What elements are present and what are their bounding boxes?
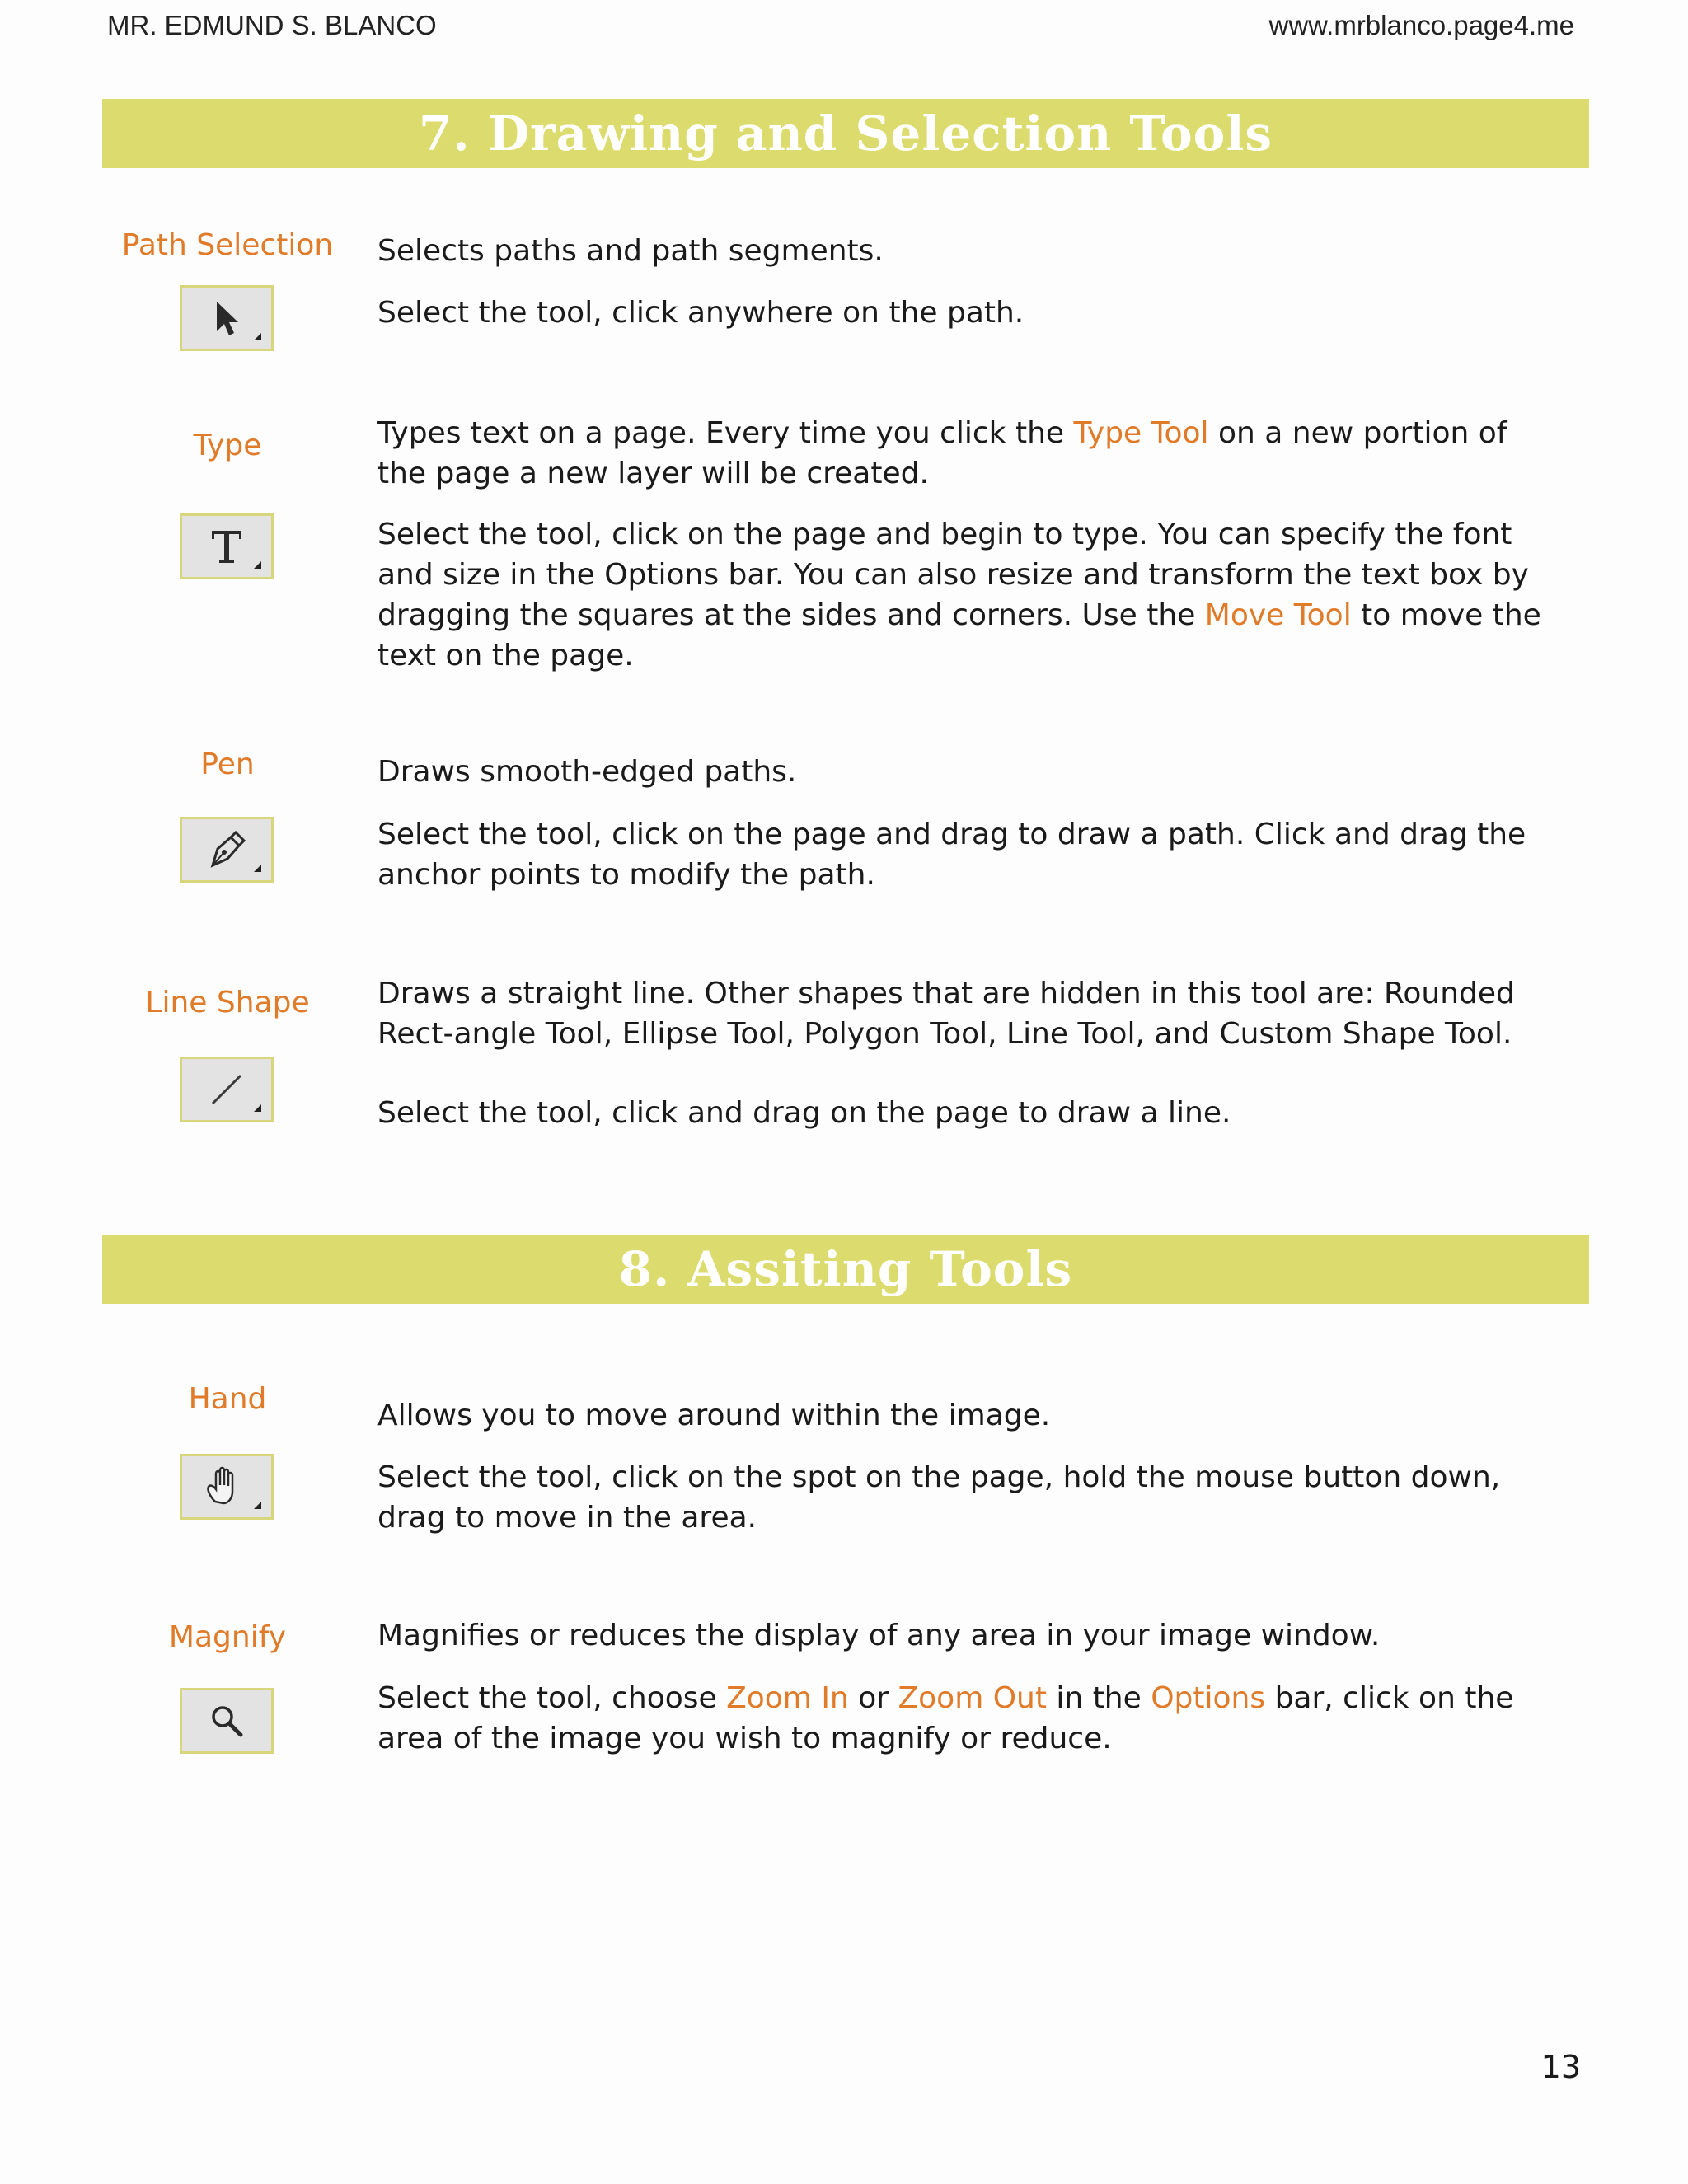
tool-instructions bbox=[377, 293, 1556, 333]
section-title: 8. Assiting Tools bbox=[618, 1241, 1073, 1297]
tool-instructions bbox=[377, 1093, 1556, 1133]
pen-nib-icon bbox=[206, 829, 247, 870]
text-run: to move the text on the page. bbox=[377, 598, 1541, 673]
text-run: Select the tool, click and drag on the page to draw a line. bbox=[377, 1096, 1231, 1130]
tool-label-hand: Hand bbox=[188, 1382, 267, 1416]
text-run: Selects paths and path segments. bbox=[377, 234, 884, 268]
tool-label-path-selection: Path Selection bbox=[121, 228, 334, 262]
type-t-icon bbox=[209, 526, 245, 567]
highlighted-term: Type Tool bbox=[1073, 416, 1209, 450]
website-header: www.mrblanco.page4.me bbox=[1268, 10, 1574, 40]
line-icon bbox=[206, 1069, 247, 1110]
text-run: on a new portion of the page a new layer will be created. bbox=[377, 416, 1507, 490]
text-run: Select the tool, click on the page and begin to type. You can specify the font and size in the Options bar. You can also resize and transform the text box by dragging the squares at the sides and corners. Use the bbox=[377, 518, 1529, 632]
section-title: 7. Drawing and Selection Tools bbox=[418, 105, 1273, 162]
section-banner-drawing-selection bbox=[102, 99, 1589, 168]
pen-tool-icon bbox=[180, 817, 274, 883]
path-selection-tool-icon bbox=[180, 285, 274, 351]
magnify-tool-icon bbox=[180, 1688, 274, 1754]
hand-tool-icon bbox=[180, 1454, 274, 1520]
section-banner-assisting bbox=[102, 1235, 1589, 1304]
tool-instructions bbox=[377, 1457, 1556, 1538]
arrow-cursor-icon bbox=[210, 298, 243, 338]
text-run: Select the tool, choose bbox=[377, 1681, 727, 1715]
text-run: Draws a straight line. Other shapes that are hidden in this tool are: Rounded Rect-angle Tool, Ellipse Tool, Polygon Tool, Line Tool, and Custom Shape Tool. bbox=[377, 977, 1515, 1051]
text-run: Select the tool, click on the spot on the page, hold the mouse button down, drag to move in the area. bbox=[377, 1460, 1501, 1535]
type-tool-icon bbox=[180, 513, 274, 579]
text-run: in the bbox=[1046, 1681, 1151, 1715]
tool-instructions bbox=[377, 1678, 1556, 1759]
text-run: Allows you to move around within the image. bbox=[377, 1399, 1051, 1432]
highlighted-term: Move Tool bbox=[1204, 598, 1352, 632]
page-number: 13 bbox=[1540, 2049, 1581, 2085]
author-header: MR. EDMUND S. BLANCO bbox=[107, 10, 437, 40]
tool-label-line-shape: Line Shape bbox=[145, 986, 310, 1019]
tool-instructions bbox=[377, 814, 1556, 895]
tool-label-type: Type bbox=[193, 429, 262, 462]
tool-description bbox=[377, 231, 1556, 271]
tool-label-pen: Pen bbox=[200, 748, 255, 781]
hand-icon bbox=[204, 1465, 250, 1508]
highlighted-term: Zoom Out bbox=[898, 1681, 1047, 1715]
line-shape-tool-icon bbox=[180, 1057, 274, 1122]
highlighted-term: Options bbox=[1151, 1681, 1266, 1715]
text-run: Types text on a page. Every time you click the bbox=[377, 416, 1074, 450]
text-run: Select the tool, click anywhere on the path. bbox=[377, 296, 1025, 330]
highlighted-term: Zoom In bbox=[726, 1681, 849, 1715]
magnifier-icon bbox=[206, 1700, 247, 1741]
tool-instructions bbox=[377, 514, 1556, 676]
tool-description bbox=[377, 413, 1556, 494]
tool-description bbox=[377, 1615, 1556, 1656]
tool-label-magnify: Magnify bbox=[168, 1620, 287, 1654]
text-run: Select the tool, click on the page and drag to draw a path. Click and drag the anchor points to modify the path. bbox=[377, 818, 1526, 892]
text-run: or bbox=[848, 1681, 898, 1715]
text-run: Magnifies or reduces the display of any area in your image window. bbox=[377, 1619, 1381, 1652]
tool-description bbox=[377, 752, 1556, 792]
tool-description bbox=[377, 1395, 1556, 1436]
text-run: Draws smooth-edged paths. bbox=[377, 755, 797, 789]
text-run: bar, click on the area of the image you wish to magnify or reduce. bbox=[377, 1681, 1514, 1755]
tool-description bbox=[377, 973, 1556, 1054]
